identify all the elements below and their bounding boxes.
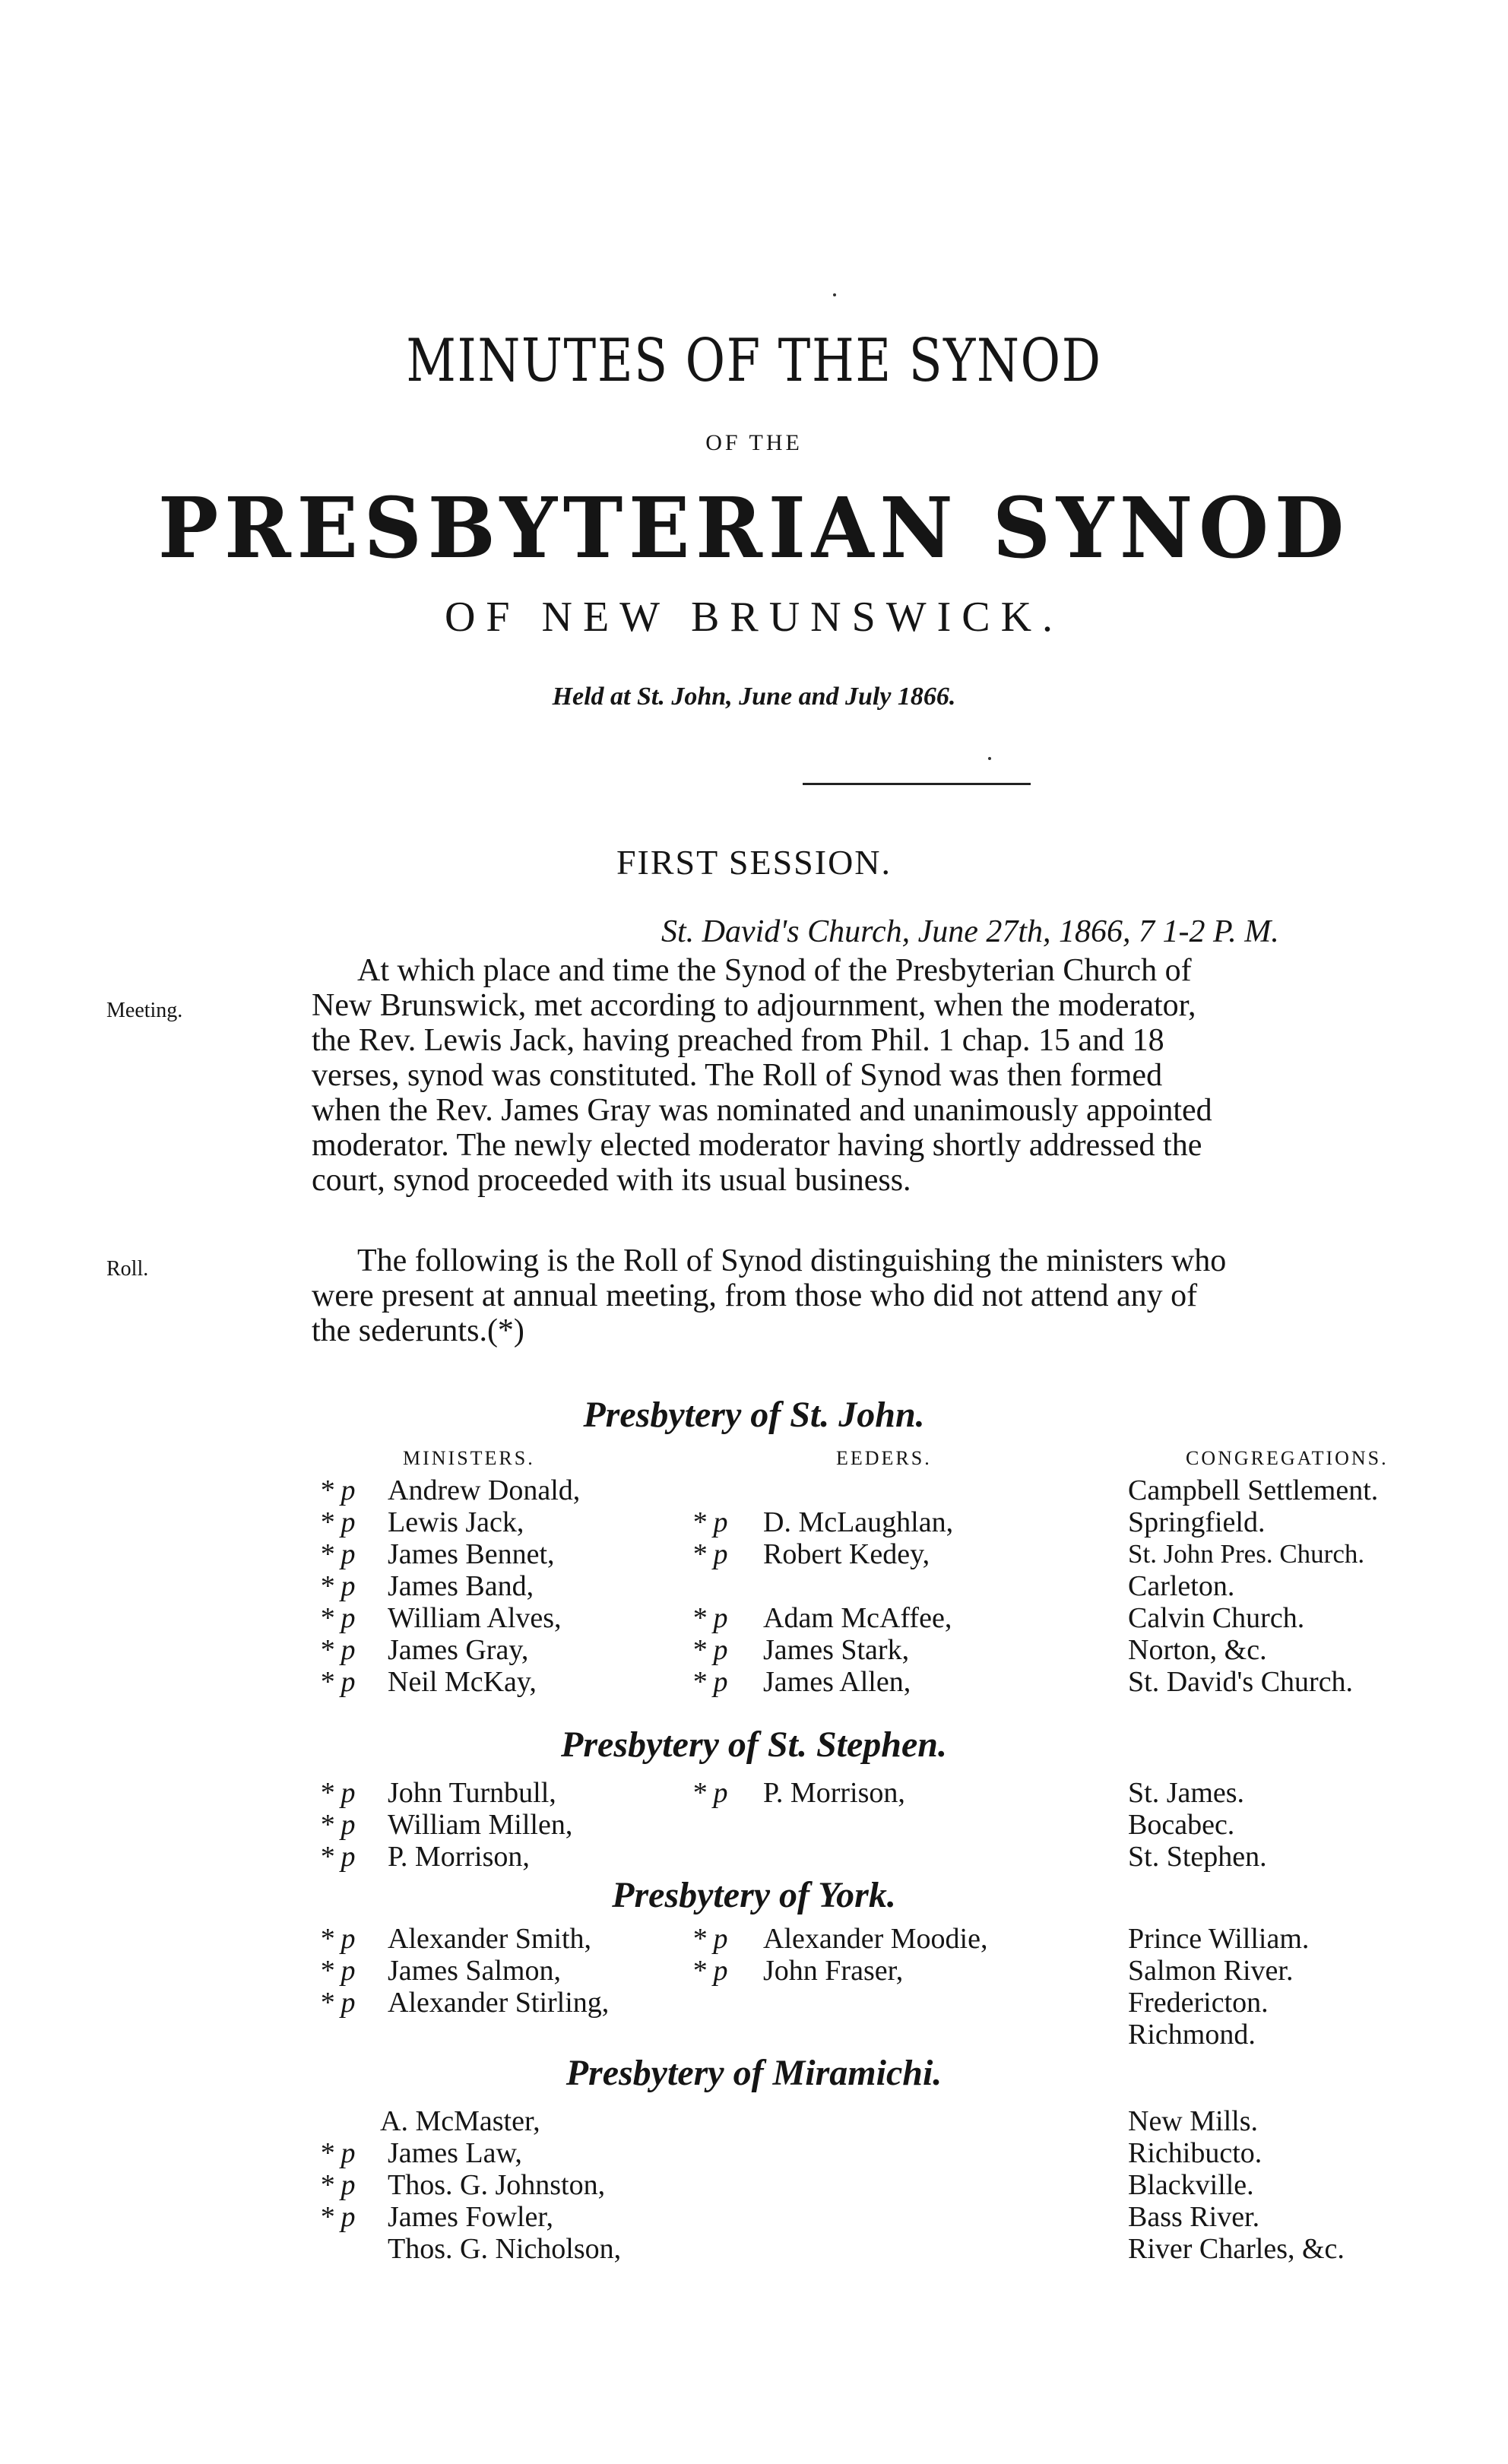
- minister-name: James Salmon,: [388, 1955, 561, 1987]
- minister-name: Neil McKay,: [388, 1666, 537, 1698]
- text-line: the Rev. Lewis Jack, having preached from Phil. 1 chap. 15 and 18: [312, 1023, 1164, 1058]
- congregation-name: Bocabec.: [1128, 1809, 1235, 1841]
- presence-mark: * p: [319, 1809, 356, 1841]
- minister-name: John Turnbull,: [388, 1777, 556, 1809]
- text-line: were present at annual meeting, from those who did not attend any of: [312, 1278, 1198, 1313]
- minister-name: James Gray,: [388, 1634, 529, 1666]
- synod-place: OF NEW BRUNSWICK.: [444, 594, 1064, 641]
- minister-name: A. McMaster,: [380, 2105, 540, 2137]
- paragraph-roll: [312, 1243, 1497, 1348]
- congregation-name: Richmond.: [1128, 2019, 1256, 2051]
- margin-note-roll: Roll.: [106, 1257, 149, 1281]
- presence-mark: * p: [319, 1602, 356, 1634]
- minister-name: James Law,: [388, 2137, 522, 2169]
- elder-name: P. Morrison,: [763, 1777, 905, 1809]
- minister-name: James Bennet,: [388, 1538, 555, 1570]
- column-header-ministers: MINISTERS.: [403, 1447, 535, 1469]
- held-line: Held at St. John, June and July 1866.: [552, 683, 956, 711]
- text-line: The following is the Roll of Synod distinguishing the ministers who: [357, 1243, 1227, 1278]
- subtitle-of-the: OF THE: [705, 430, 803, 455]
- elder-name: John Fraser,: [763, 1955, 904, 1987]
- presbytery-heading: Presbytery of York.: [612, 1875, 896, 1915]
- elder-name: Alexander Moodie,: [763, 1923, 988, 1955]
- presence-mark: * p: [692, 1923, 728, 1955]
- presence-mark: * p: [319, 2169, 356, 2201]
- presence-mark: * p: [319, 1923, 356, 1955]
- presence-mark: * p: [319, 1506, 356, 1538]
- congregation-name: Fredericton.: [1128, 1987, 1269, 2019]
- elder-name: James Stark,: [763, 1634, 910, 1666]
- congregation-name: Campbell Settlement.: [1128, 1474, 1379, 1506]
- presence-mark: * p: [319, 2137, 356, 2169]
- elder-name: D. McLaughlan,: [763, 1506, 954, 1538]
- presence-mark: * p: [692, 1955, 728, 1987]
- congregation-name: New Mills.: [1128, 2105, 1258, 2137]
- presence-mark: * p: [319, 1841, 356, 1873]
- elder-name: Robert Kedey,: [763, 1538, 930, 1570]
- text-line: moderator. The newly elected moderator having shortly addressed the: [312, 1128, 1202, 1163]
- presence-mark: * p: [692, 1634, 728, 1666]
- presence-mark: * p: [319, 1666, 356, 1698]
- column-header-elders: EEDERS.: [836, 1447, 932, 1469]
- minister-name: Lewis Jack,: [388, 1506, 524, 1538]
- presence-mark: * p: [319, 2201, 356, 2233]
- presbytery-heading: Presbytery of Miramichi.: [566, 2053, 943, 2093]
- text-line: verses, synod was constituted. The Roll of Synod was then formed: [312, 1058, 1163, 1093]
- minister-name: William Alves,: [388, 1602, 562, 1634]
- presence-mark: * p: [692, 1506, 728, 1538]
- synod-name: PRESBYTERIAN SYNOD: [157, 479, 1351, 577]
- congregation-name: Prince William.: [1128, 1923, 1310, 1955]
- congregation-name: St. James.: [1128, 1777, 1245, 1809]
- presence-mark: * p: [692, 1538, 728, 1570]
- congregation-name: St. David's Church.: [1128, 1666, 1354, 1698]
- print-speck: [833, 293, 836, 296]
- presence-mark: * p: [692, 1777, 728, 1809]
- presence-mark: * p: [319, 1634, 356, 1666]
- congregation-name: Blackville.: [1128, 2169, 1254, 2201]
- divider-rule: [803, 783, 1031, 785]
- presence-mark: * p: [319, 1570, 356, 1602]
- presbytery-heading: Presbytery of St. John.: [583, 1395, 925, 1435]
- session-title: FIRST SESSION.: [616, 843, 892, 882]
- presence-mark: * p: [692, 1602, 728, 1634]
- minister-name: Alexander Smith,: [388, 1923, 592, 1955]
- presence-mark: * p: [319, 1474, 356, 1506]
- minister-name: Thos. G. Nicholson,: [388, 2233, 622, 2265]
- presence-mark: * p: [319, 1955, 356, 1987]
- minister-name: James Fowler,: [388, 2201, 553, 2233]
- paragraph-meeting: [312, 953, 1497, 1198]
- congregation-name: Salmon River.: [1128, 1955, 1294, 1987]
- congregation-name: Calvin Church.: [1128, 1602, 1305, 1634]
- presence-mark: * p: [319, 1777, 356, 1809]
- margin-note-meeting: Meeting.: [106, 999, 183, 1022]
- congregation-name: Bass River.: [1128, 2201, 1260, 2233]
- congregation-name: St. Stephen.: [1128, 1841, 1267, 1873]
- text-line: when the Rev. James Gray was nominated and unanimously appointed: [312, 1093, 1212, 1128]
- elder-name: Adam McAffee,: [763, 1602, 952, 1634]
- column-header-congregations: CONGREGATIONS.: [1186, 1447, 1389, 1469]
- congregation-name: Carleton.: [1128, 1570, 1235, 1602]
- presbytery-heading: Presbytery of St. Stephen.: [561, 1724, 947, 1765]
- congregation-name: Springfield.: [1128, 1506, 1266, 1538]
- text-line: the sederunts.(*): [312, 1313, 524, 1348]
- session-dateline: St. David's Church, June 27th, 1866, 7 1-2 P. M.: [661, 914, 1279, 949]
- minister-name: Thos. G. Johnston,: [388, 2169, 606, 2201]
- elder-name: James Allen,: [763, 1666, 911, 1698]
- text-line: New Brunswick, met according to adjournment, when the moderator,: [312, 988, 1196, 1023]
- congregation-name: St. John Pres. Church.: [1128, 1539, 1365, 1569]
- presence-mark: * p: [319, 1538, 356, 1570]
- congregation-name: River Charles, &c.: [1128, 2233, 1345, 2265]
- presence-mark: * p: [692, 1666, 728, 1698]
- text-line: court, synod proceeded with its usual business.: [312, 1163, 911, 1198]
- minister-name: Alexander Stirling,: [388, 1987, 610, 2019]
- text-line: At which place and time the Synod of the Presbyterian Church of: [357, 953, 1192, 988]
- minister-name: P. Morrison,: [388, 1841, 530, 1873]
- minister-name: James Band,: [388, 1570, 534, 1602]
- presence-mark: * p: [319, 1987, 356, 2019]
- print-speck: [988, 757, 991, 760]
- congregation-name: Richibucto.: [1128, 2137, 1262, 2169]
- congregation-name: Norton, &c.: [1128, 1634, 1267, 1666]
- minister-name: William Millen,: [388, 1809, 573, 1841]
- minister-name: Andrew Donald,: [388, 1474, 581, 1506]
- page-title: MINUTES OF THE SYNOD: [406, 327, 1102, 395]
